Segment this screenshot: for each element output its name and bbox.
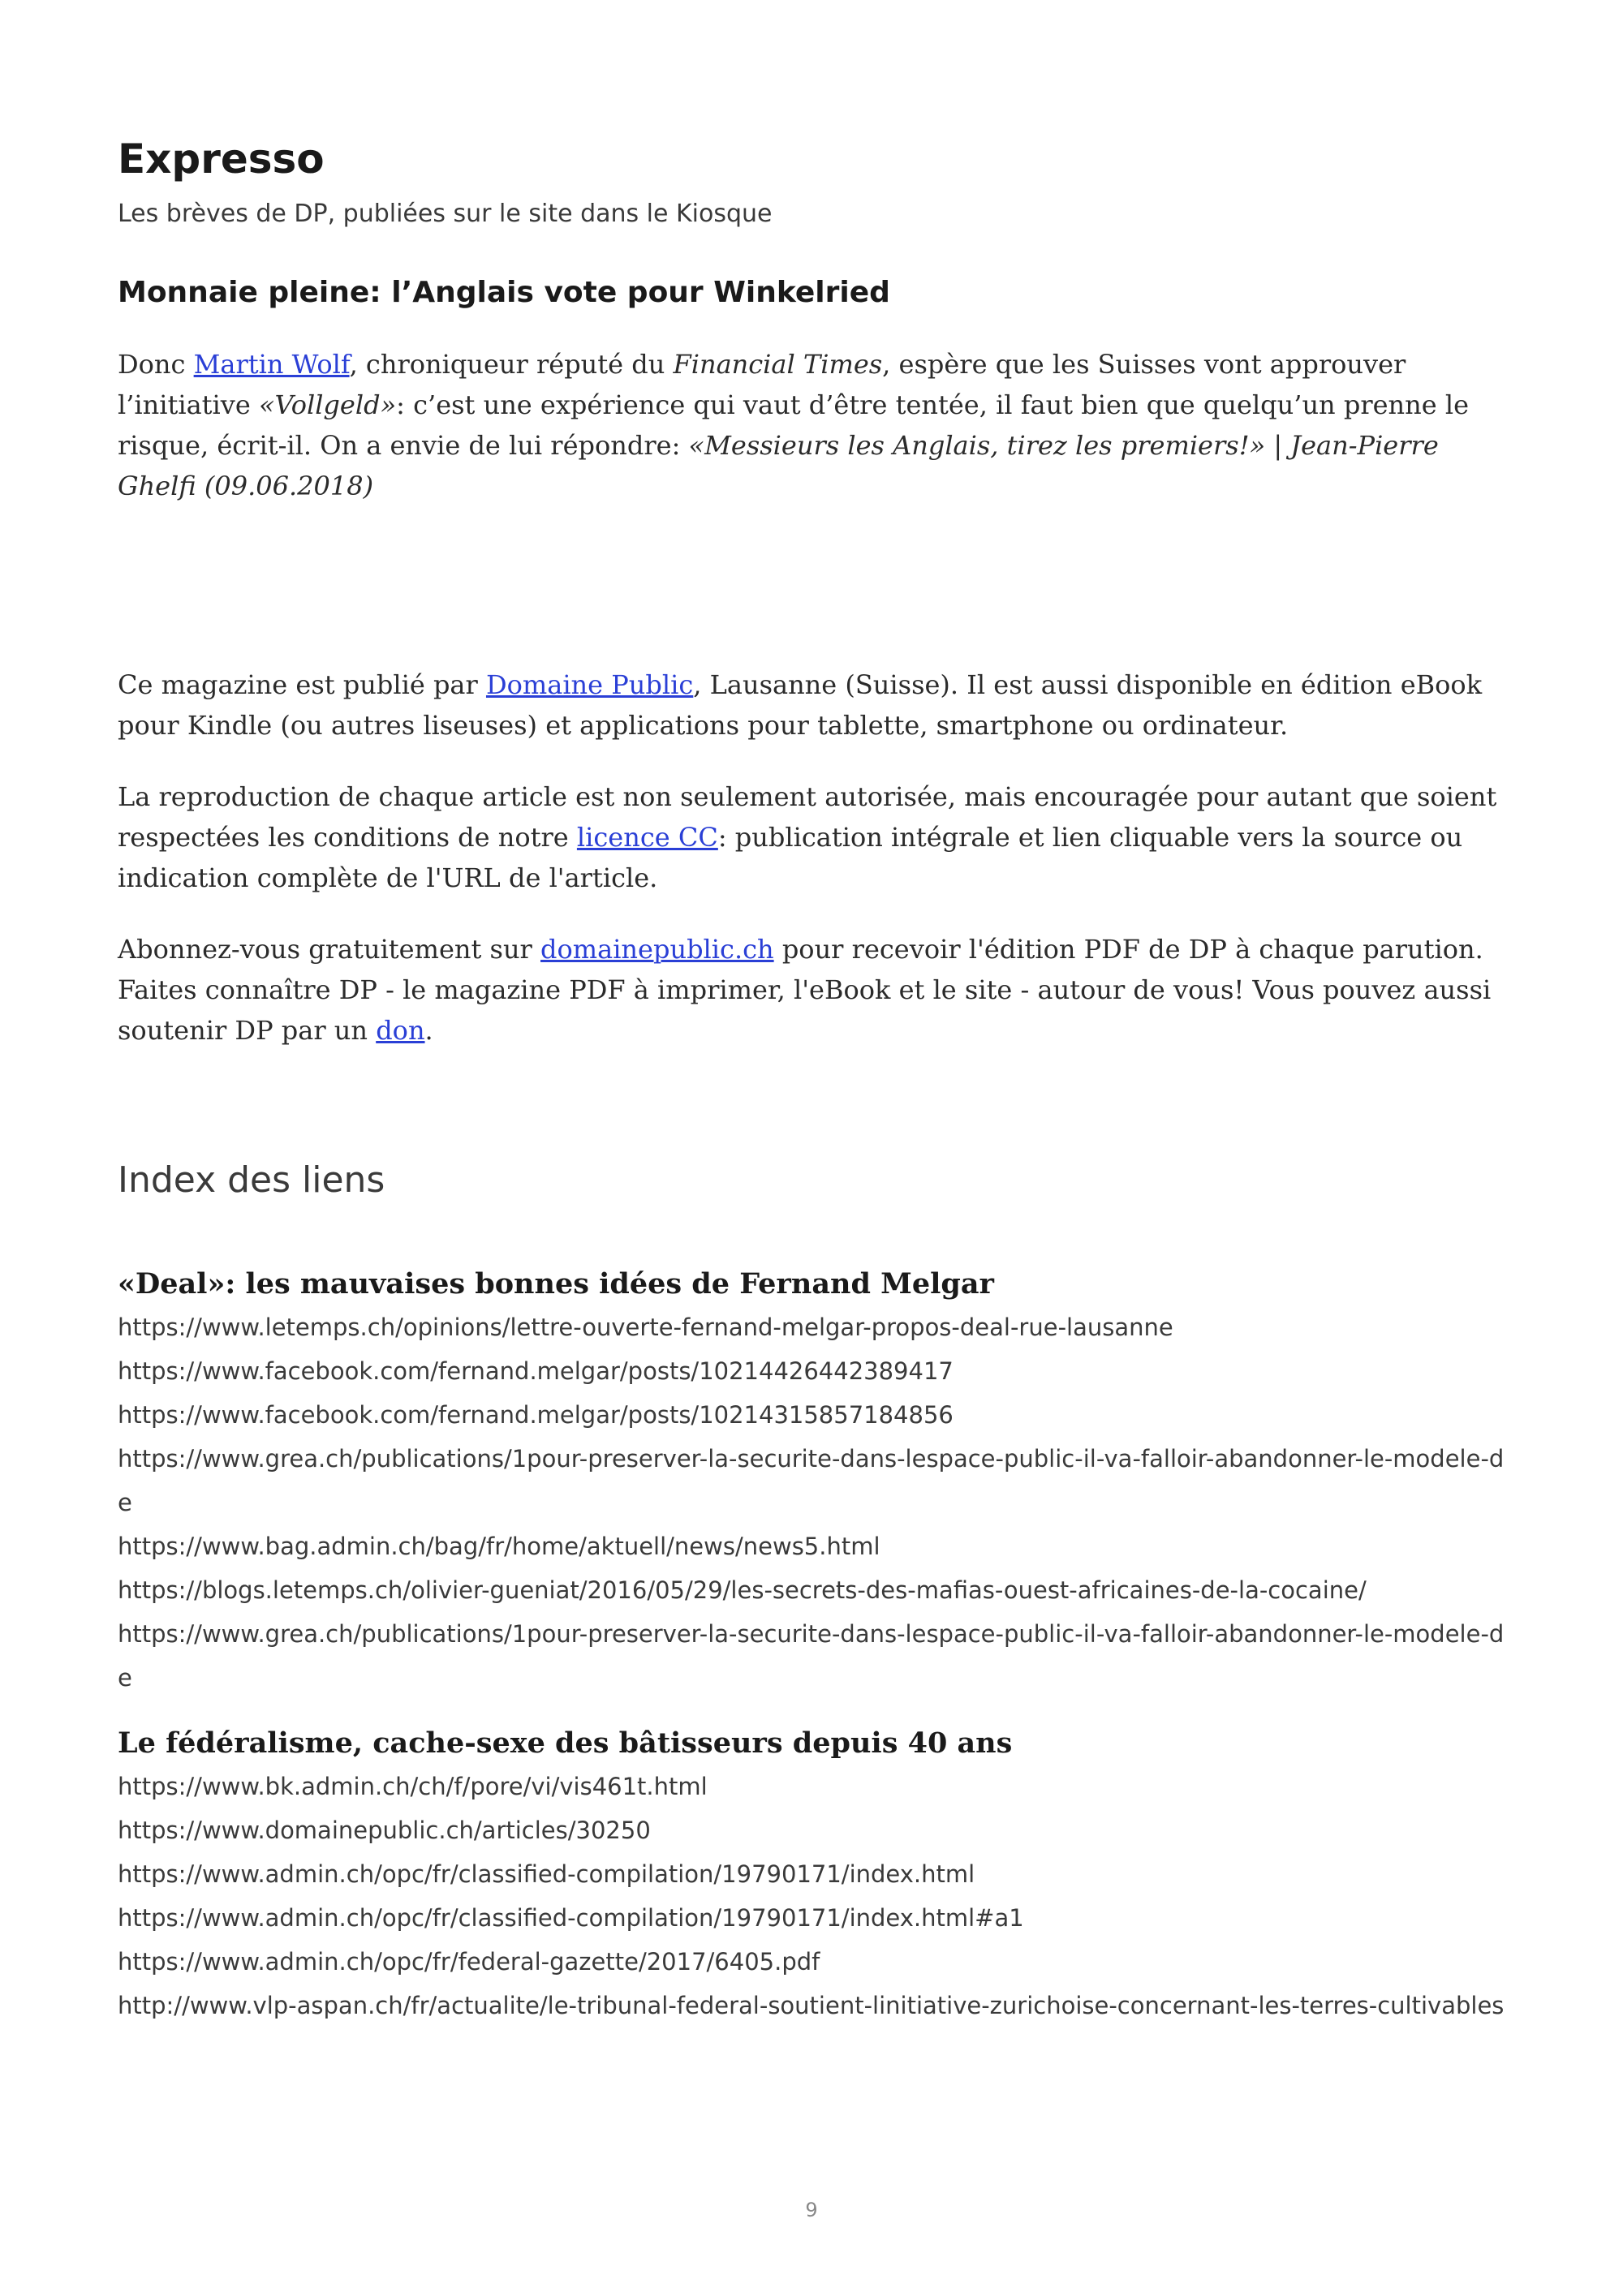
publisher-text-2: , Lausanne (Suisse). Il est aussi disponible en édition eBook pour Kindle (ou autres liseuses) et applications pour tablette, smartphone ou ordinateur. [118,669,1483,741]
subscribe-text-3: . [424,1015,433,1046]
license-text-2: : publication intégrale et lien cliquable vers la source ou indication complète de l'URL de l'article. [118,822,1463,893]
licence-cc-link[interactable]: licence CC [576,822,718,853]
index-url[interactable]: https://www.admin.ch/opc/fr/classified-compilation/19790171/index.html#a1 [118,1904,1024,1932]
subscribe-text-1: Abonnez-vous gratuitement sur [118,934,541,965]
article-quote-signature: «Messieurs les Anglais, tirez les premiers!» | Jean-Pierre Ghelfi (09.06.2018) [118,430,1439,501]
publication-name: Financial Times [673,349,883,380]
article-text-3: , espère que les Suisses vont approuver l’initiative [118,349,1406,420]
index-url[interactable]: https://www.letemps.ch/opinions/lettre-ouverte-fernand-melgar-propos-deal-rue-lausanne [118,1314,1173,1341]
article-text-2: , chroniqueur réputé du [349,349,674,380]
index-url[interactable]: https://www.admin.ch/opc/fr/federal-gazette/2017/6405.pdf [118,1948,820,1976]
link-group-federalisme [118,1722,1513,2027]
index-url[interactable]: https://www.facebook.com/fernand.melgar/posts/10214426442389417 [118,1357,954,1385]
index-url[interactable]: http://www.vlp-aspan.ch/fr/actualite/le-tribunal-federal-soutient-linitiative-zurichoise-concernant-les-terres-cultivables [118,1992,1505,2019]
index-url[interactable]: https://www.domainepublic.ch/articles/30250 [118,1817,651,1844]
index-url[interactable]: https://www.admin.ch/opc/fr/classified-compilation/19790171/index.html [118,1860,975,1888]
subscribe-text-2: pour recevoir l'édition PDF de DP à chaque parution. Faites connaître DP - le magazine PDF à imprimer, l'eBook et le site - autour de vous! Vous pouvez aussi soutenir DP par un [118,934,1492,1046]
publisher-paragraph [118,664,1513,746]
index-url[interactable]: https://www.bag.admin.ch/bag/fr/home/aktuell/news/news5.html [118,1533,880,1560]
article-text-1: Donc [118,349,194,380]
article-body [118,344,1513,506]
publisher-info [118,664,1513,1051]
license-paragraph [118,776,1513,898]
link-group-deal [118,1263,1513,1700]
initiative-name: «Vollgeld» [258,389,397,420]
license-text-1: La reproduction de chaque article est non seulement autorisée, mais encouragée pour autant que soient respectées les conditions de notre [118,781,1497,853]
page-number: 9 [805,2199,818,2221]
subscribe-paragraph [118,929,1513,1051]
article-title: Monnaie pleine: l’Anglais vote pour Winkelried [118,276,890,309]
domainepublic-site-link[interactable]: domainepublic.ch [540,934,774,965]
index-url[interactable]: https://blogs.letemps.ch/olivier-gueniat/2016/05/29/les-secrets-des-mafias-ouest-africaines-de-la-cocaine/ [118,1576,1367,1604]
index-url[interactable]: https://www.facebook.com/fernand.melgar/posts/10214315857184856 [118,1401,954,1429]
donation-link[interactable]: don [376,1015,425,1046]
index-url[interactable]: https://www.grea.ch/publications/1pour-preserver-la-securite-dans-lespace-public-il-va-falloir-abandonner-le-modele-de [118,1445,1505,1516]
document-page [118,130,1513,2027]
section-title: Expresso [118,135,325,183]
link-group-title: Le fédéralisme, cache-sexe des bâtisseurs depuis 40 ans [118,1726,1013,1760]
index-url[interactable]: https://www.grea.ch/publications/1pour-preserver-la-securite-dans-lespace-public-il-va-falloir-abandonner-le-modele-de [118,1620,1505,1692]
link-group-title: «Deal»: les mauvaises bonnes idées de Fernand Melgar [118,1267,994,1301]
section-subtitle: Les brèves de DP, publiées sur le site dans le Kiosque [118,200,773,228]
article-text-4: : c’est une expérience qui vaut d’être tentée, il faut bien que quelqu’un prenne le risque, écrit-il. On a envie de lui répondre: [118,389,1470,461]
domaine-public-link[interactable]: Domaine Public [485,669,694,700]
author-link[interactable]: Martin Wolf [193,349,350,380]
index-url[interactable]: https://www.bk.admin.ch/ch/f/pore/vi/vis461t.html [118,1773,708,1800]
publisher-text-1: Ce magazine est publié par [118,669,486,700]
link-index-title: Index des liens [118,1159,385,1201]
